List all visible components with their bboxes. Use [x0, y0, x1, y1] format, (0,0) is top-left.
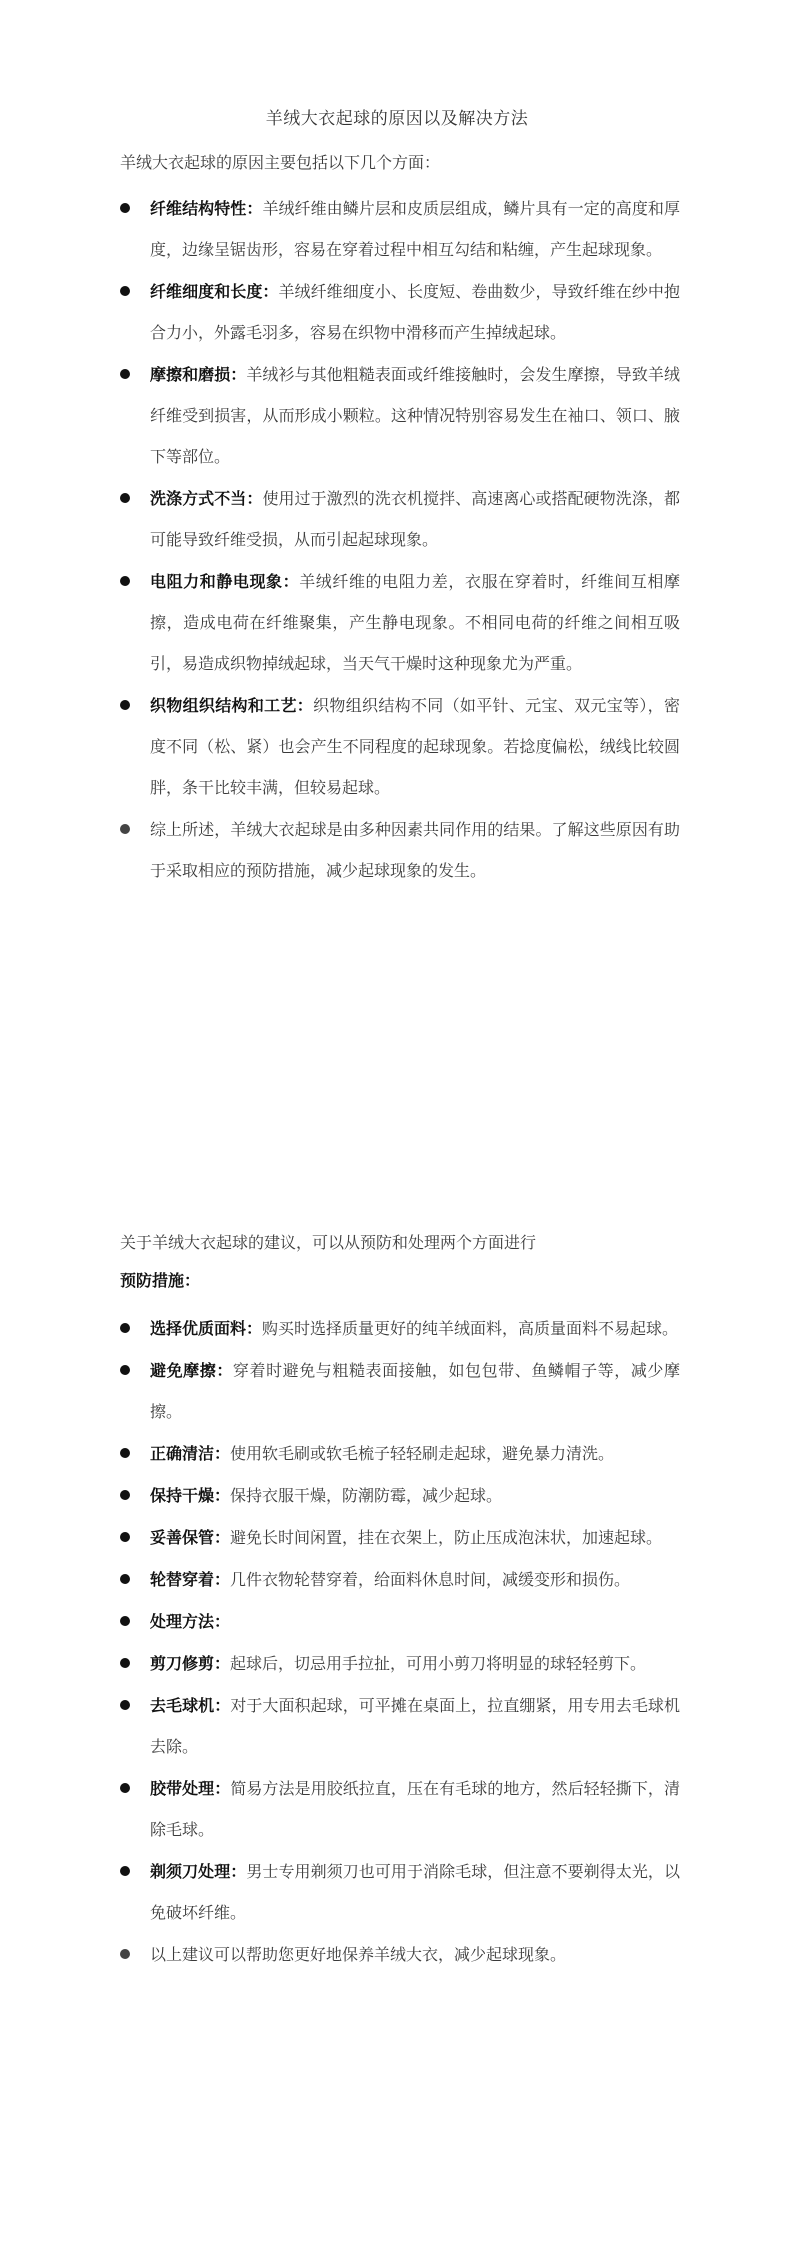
bullet-icon: [120, 369, 130, 379]
list-item: [120, 685, 680, 808]
suggestions-list: [120, 1308, 680, 1976]
bullet-icon: [120, 286, 130, 296]
item-label: 洗涤方式不当：: [150, 489, 263, 508]
bullet-icon: [120, 1866, 130, 1876]
item-text: 避免长时间闲置，挂在衣架上，防止压成泡沫状，加速起球。: [230, 1528, 663, 1547]
item-label: 选择优质面料：: [150, 1319, 263, 1338]
bullet-icon: [120, 1783, 130, 1793]
list-item: [120, 1350, 680, 1432]
list-item: [120, 1768, 680, 1850]
item-label: 保持干燥：: [150, 1486, 231, 1505]
item-text: 起球后，切忌用手拉扯，可用小剪刀将明显的球轻轻剪下。: [230, 1654, 647, 1673]
item-label: 妥善保管：: [150, 1528, 231, 1547]
item-text: 对于大面积起球，可平摊在桌面上，拉直绷紧，用专用去毛球机去除。: [150, 1696, 680, 1756]
bullet-icon: [120, 576, 130, 586]
item-label: 剪刀修剪：: [150, 1654, 231, 1673]
list-item: [120, 271, 680, 353]
item-label: 避免摩擦：: [150, 1361, 233, 1380]
item-text: 羊绒纤维由鳞片层和皮质层组成，鳞片具有一定的高度和厚度，边缘呈锯齿形，容易在穿着过程中相互勾结和粘缠，产生起球现象。: [150, 199, 680, 259]
item-text: 穿着时避免与粗糙表面接触，如包包带、鱼鳞帽子等，减少摩擦。: [150, 1361, 680, 1421]
suggestions-intro: 关于羊绒大衣起球的建议，可以从预防和处理两个方面进行: [120, 1233, 537, 1252]
bullet-icon: [120, 700, 130, 710]
bullet-icon: [120, 203, 130, 213]
item-label: 剃须刀处理：: [150, 1862, 247, 1881]
item-text: 综上所述，羊绒大衣起球是由多种因素共同作用的结果。了解这些原因有助于采取相应的预防措施，减少起球现象的发生。: [150, 820, 680, 880]
list-item: [120, 1475, 680, 1516]
causes-list: [120, 188, 680, 892]
list-item: [120, 188, 680, 270]
bullet-icon: [120, 1448, 130, 1458]
list-item: [120, 1643, 680, 1684]
item-text: 使用过于激烈的洗衣机搅拌、高速离心或搭配硬物洗涤，都可能导致纤维受损，从而引起起球现象。: [150, 489, 680, 549]
item-text: 购买时选择质量更好的纯羊绒面料，高质量面料不易起球。: [262, 1319, 679, 1338]
item-text: 使用软毛刷或软毛梳子轻轻刷走起球，避免暴力清洗。: [230, 1444, 615, 1463]
item-text: 简易方法是用胶纸拉直，压在有毛球的地方，然后轻轻撕下，清除毛球。: [150, 1779, 680, 1839]
item-label: 正确清洁：: [150, 1444, 231, 1463]
item-text: 羊绒衫与其他粗糙表面或纤维接触时，会发生摩擦，导致羊绒纤维受到损害，从而形成小颗粒。这种情况特别容易发生在袖口、领口、腋下等部位。: [150, 365, 680, 466]
document-title: 羊绒大衣起球的原因以及解决方法: [265, 109, 529, 129]
item-label: 轮替穿着：: [150, 1570, 231, 1589]
item-text: 男士专用剃须刀也可用于消除毛球，但注意不要剃得太光，以免破坏纤维。: [150, 1862, 680, 1922]
bullet-icon: [120, 1700, 130, 1710]
list-item: [120, 354, 680, 477]
list-item: [120, 1685, 680, 1767]
item-text: 羊绒纤维的电阻力差，衣服在穿着时，纤维间互相摩擦，造成电荷在纤维聚集，产生静电现象。不相同电荷的纤维之间相互吸引，易造成织物掉绒起球，当天气干燥时这种现象尤为严重。: [150, 572, 680, 673]
item-label: 处理方法：: [150, 1612, 231, 1631]
item-label: 电阻力和静电现象：: [150, 572, 300, 591]
bullet-icon: [120, 1323, 130, 1333]
item-text: 保持衣服干燥，防潮防霉，减少起球。: [230, 1486, 503, 1505]
list-item: [120, 809, 680, 891]
item-label: 胶带处理：: [150, 1779, 231, 1798]
item-label: 纤维细度和长度：: [150, 282, 279, 301]
item-text: 织物组织结构不同（如平针、元宝、双元宝等），密度不同（松、紧）也会产生不同程度的起球现象。若捻度偏松，绒线比较圆胖，条干比较丰满，但较易起球。: [150, 696, 680, 797]
list-item: [120, 561, 680, 684]
item-text: 以上建议可以帮助您更好地保养羊绒大衣，减少起球现象。: [150, 1945, 567, 1964]
list-item: [120, 1851, 680, 1933]
bullet-icon: [120, 1616, 130, 1626]
prevention-heading: 预防措施：: [120, 1271, 201, 1290]
item-text: 羊绒纤维细度小、长度短、卷曲数少，导致纤维在纱中抱合力小，外露毛羽多，容易在织物中滑移而产生掉绒起球。: [150, 282, 680, 342]
list-item: [120, 1601, 680, 1642]
list-item: [120, 1308, 680, 1349]
list-item: [120, 1559, 680, 1600]
list-item: [120, 478, 680, 560]
bullet-icon: [120, 824, 130, 834]
bullet-icon: [120, 1532, 130, 1542]
item-text: 几件衣物轮替穿着，给面料休息时间，减缓变形和损伤。: [230, 1570, 631, 1589]
item-label: 摩擦和磨损：: [150, 365, 247, 384]
bullet-icon: [120, 1490, 130, 1500]
list-item: [120, 1433, 680, 1474]
bullet-icon: [120, 1365, 130, 1375]
item-label: 织物组织结构和工艺：: [150, 696, 314, 715]
bullet-icon: [120, 1658, 130, 1668]
item-label: 去毛球机：: [150, 1696, 231, 1715]
bullet-icon: [120, 1949, 130, 1959]
item-label: 纤维结构特性：: [150, 199, 263, 218]
bullet-icon: [120, 493, 130, 503]
causes-intro: 羊绒大衣起球的原因主要包括以下几个方面：: [120, 153, 441, 172]
bullet-icon: [120, 1574, 130, 1584]
list-item: [120, 1517, 680, 1558]
list-item: [120, 1934, 680, 1975]
